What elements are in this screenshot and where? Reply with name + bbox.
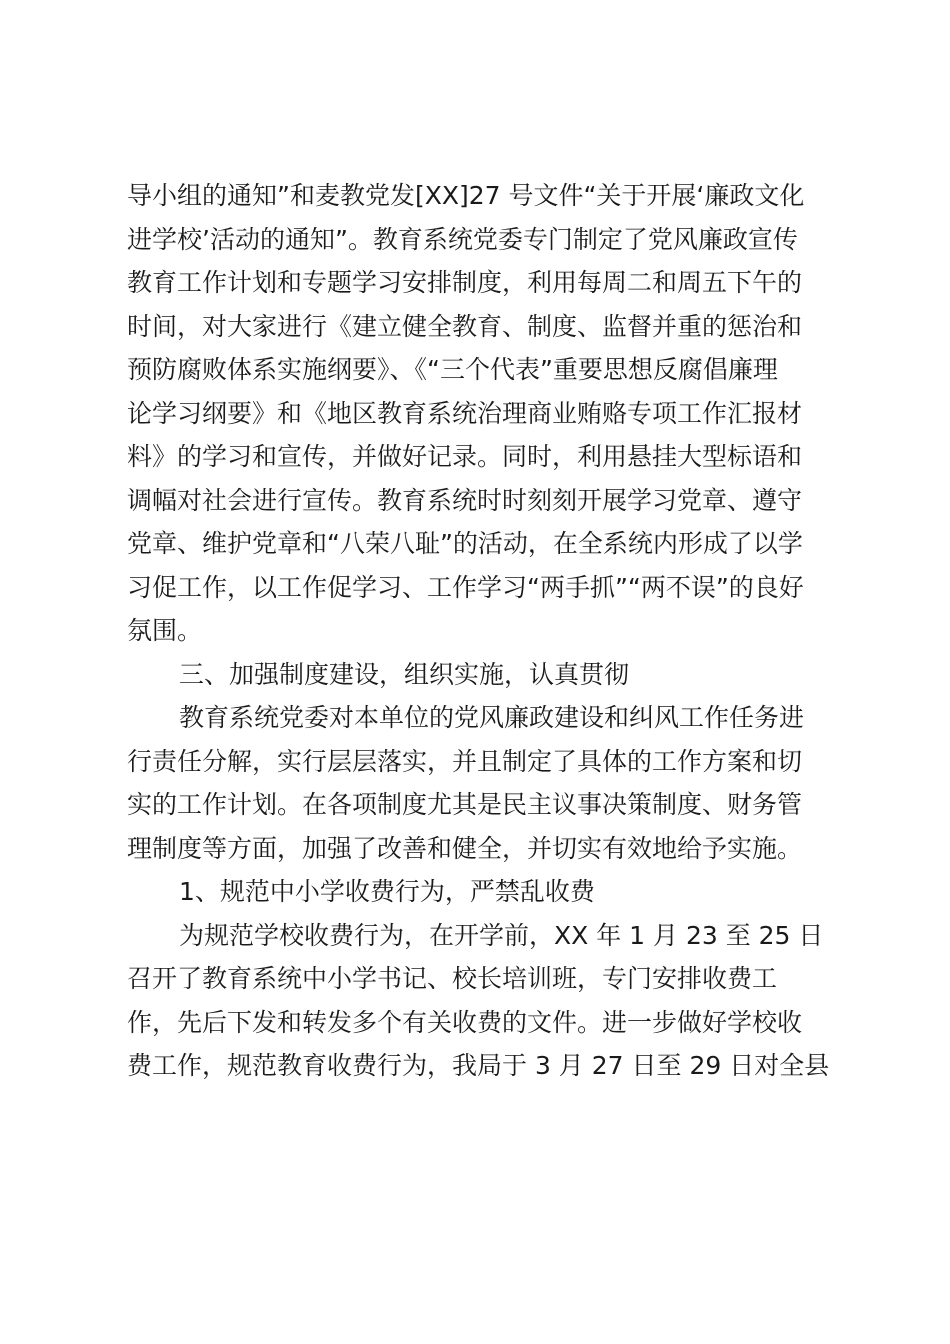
- document-body: [127, 174, 830, 1088]
- paragraph-line: 行责任分解，实行层层落实，并且制定了具体的工作方案和切: [127, 746, 803, 776]
- paragraph-line: 党章、维护党章和“八荣八耻”的活动，在全系统内形成了以学: [127, 529, 803, 558]
- paragraph-line: 教育工作计划和专题学习安排制度，利用每周二和周五下午的: [127, 268, 803, 297]
- paragraph-line: 进学校’活动的通知”。教育系统党委专门制定了党风廉政宣传: [127, 224, 798, 254]
- paragraph-line: 习促工作，以工作促学习、工作学习“两手抓”“两不误”的良好: [127, 572, 804, 602]
- paragraph-line: 调幅对社会进行宣传。教育系统时时刻刻开展学习党章、遵守: [127, 485, 803, 515]
- paragraph-line: 教育系统党委对本单位的党风廉政建设和纠风工作任务进: [179, 703, 805, 732]
- paragraph-line: 召开了教育系统中小学书记、校长培训班，专门安排收费工: [127, 964, 778, 993]
- paragraph-line: 时间，对大家进行《建立健全教育、制度、监督并重的惩治和: [127, 311, 803, 341]
- paragraph-line: 预防腐败体系实施纲要》、《“三个代表”重要思想反腐倡廉理: [127, 355, 778, 384]
- paragraph-line: 导小组的通知”和麦教党发[XX]27 号文件“关于开展‘廉政文化: [127, 181, 805, 210]
- section-heading: 三、加强制度建设，组织实施，认真贯彻: [179, 659, 630, 689]
- paragraph-line: 论学习纲要》和《地区教育系统治理商业贿赂专项工作汇报材: [127, 398, 803, 428]
- paragraph-line: 费工作，规范教育收费行为，我局于 3 月 27 日至 29 日对全县: [127, 1051, 830, 1080]
- paragraph-line: 为规范学校收费行为，在开学前，XX 年 1 月 23 至 25 日: [179, 920, 824, 950]
- subsection-heading: 1、规范中小学收费行为，严禁乱收费: [179, 877, 595, 906]
- paragraph-line: 作，先后下发和转发多个有关收费的文件。进一步做好学校收: [127, 1007, 803, 1037]
- paragraph-line: 氛围。: [127, 616, 203, 645]
- paragraph-line: 料》的学习和宣传，并做好记录。同时，利用悬挂大型标语和: [127, 442, 803, 471]
- paragraph-line: 实的工作计划。在各项制度尤其是民主议事决策制度、财务管: [127, 790, 803, 819]
- paragraph-line: 理制度等方面，加强了改善和健全，并切实有效地给予实施。: [127, 833, 803, 863]
